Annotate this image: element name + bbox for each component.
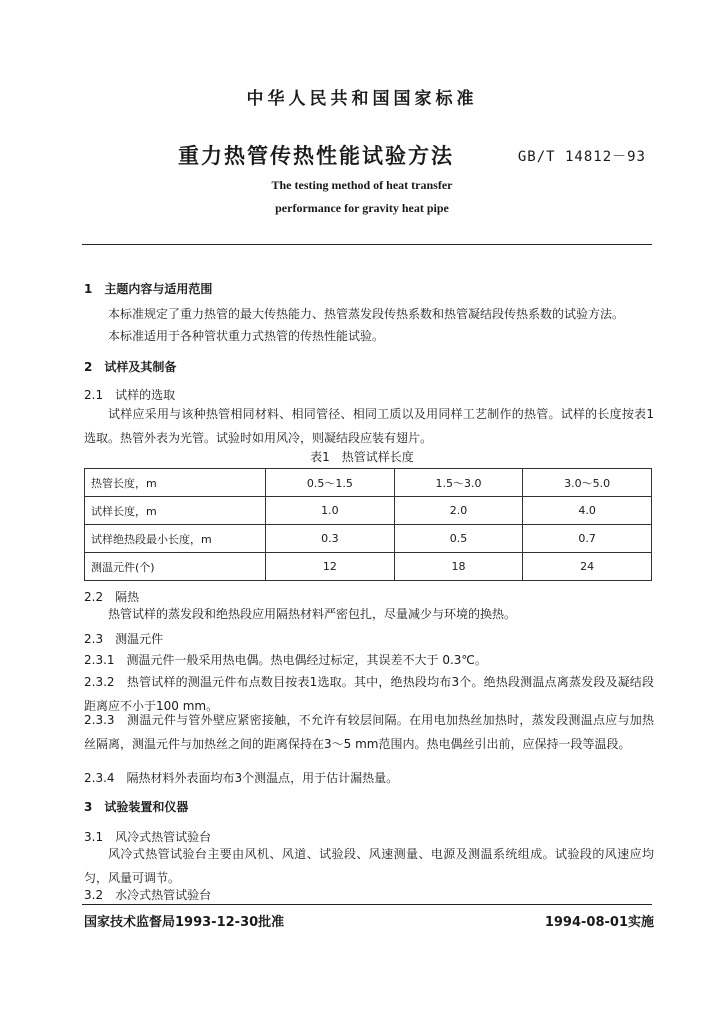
english-title-line2: performance for gravity heat pipe bbox=[275, 201, 449, 215]
table-row-label: 试样绝热段最小长度，m bbox=[85, 525, 266, 553]
section2-3-1-text: 2.3.1 测温元件一般采用热电偶。热电偶经过标定，其误差不大于 0.3℃。 bbox=[84, 653, 487, 667]
national-standard-label: 中华人民共和国国家标准 bbox=[246, 89, 478, 109]
table-cell: 4.0 bbox=[523, 497, 652, 525]
section3-1-text: 风冷式热管试验台主要由风机、风道、试验段、风速测量、电源及测温系统组成。试验段的风速应均匀，风量可调节。 bbox=[84, 847, 654, 885]
table-cell: 12 bbox=[266, 553, 395, 581]
table-row-label: 试样长度，m bbox=[85, 497, 266, 525]
section1-heading: 1 主题内容与适用范围 bbox=[84, 282, 213, 296]
table-row bbox=[85, 497, 652, 525]
section1-paragraph2: 本标准适用于各种管状重力式热管的传热性能试验。 bbox=[108, 329, 385, 343]
table-cell: 0.7 bbox=[523, 525, 652, 553]
section3-2-heading: 3.2 水冷式热管试验台 bbox=[84, 888, 212, 902]
table-cell: 18 bbox=[394, 553, 523, 581]
table-cell: 0.5 bbox=[394, 525, 523, 553]
english-title-line1: The testing method of heat transfer bbox=[271, 178, 453, 192]
table-row-label: 测温元件(个) bbox=[85, 553, 266, 581]
table-row bbox=[85, 553, 652, 581]
table-cell: 0.3 bbox=[266, 525, 395, 553]
section1-paragraph1: 本标准规定了重力热管的最大传热能力、热管蒸发段传热系数和热管凝结段传热系数的试验方法。 bbox=[108, 307, 625, 321]
table-caption: 表1 热管试样长度 bbox=[310, 450, 414, 464]
section2-2-text: 热管试样的蒸发段和绝热段应用隔热材料严密包扎，尽量减少与环境的换热。 bbox=[108, 607, 517, 621]
section2-2-heading: 2.2 隔热 bbox=[84, 590, 140, 604]
table-cell: 3.0～5.0 bbox=[523, 469, 652, 497]
header-divider bbox=[82, 244, 652, 245]
table-cell: 1.0 bbox=[266, 497, 395, 525]
section2-3-heading: 2.3 测温元件 bbox=[84, 632, 164, 646]
table-row bbox=[85, 525, 652, 553]
approval-date: 国家技术监督局1993-12-30批准 bbox=[84, 915, 285, 930]
implementation-date: 1994-08-01实施 bbox=[544, 915, 654, 930]
table-row bbox=[85, 469, 652, 497]
section2-1-heading: 2.1 试样的选取 bbox=[84, 388, 176, 402]
table-cell: 0.5～1.5 bbox=[266, 469, 395, 497]
footer-divider bbox=[82, 904, 652, 905]
section2-3-2-text: 2.3.2 热管试样的测温元件布点数目按表1选取。其中，绝热段均布3个。绝热段测温点离蒸发段及凝结段距离应不小于100 mm。 bbox=[84, 675, 654, 713]
table-row-label: 热管长度，m bbox=[85, 469, 266, 497]
table-cell: 1.5～3.0 bbox=[394, 469, 523, 497]
standard-code: GB/T 14812－93 bbox=[517, 149, 646, 165]
document-title: 重力热管传热性能试验方法 bbox=[178, 144, 454, 168]
table-cell: 24 bbox=[523, 553, 652, 581]
section2-heading: 2 试样及其制备 bbox=[84, 360, 177, 374]
section3-1-heading: 3.1 风冷式热管试验台 bbox=[84, 830, 212, 844]
specimen-length-table bbox=[84, 468, 652, 581]
section2-3-4-text: 2.3.4 隔热材料外表面均布3个测温点，用于估计漏热量。 bbox=[84, 771, 399, 785]
section3-heading: 3 试验装置和仪器 bbox=[84, 800, 189, 814]
section2-3-3-text: 2.3.3 测温元件与管外壁应紧密接触，不允许有较层间隔。在用电加热丝加热时，蒸发段测温点应与加热丝隔离，测温元件与加热丝之间的距离保持在3～5 mm范围内。热电偶丝引出前，应保持一段等温段。 bbox=[84, 713, 654, 751]
table-cell: 2.0 bbox=[394, 497, 523, 525]
section2-1-text: 试样应采用与该种热管相同材料、相同管径、相同工质以及用同样工艺制作的热管。试样的长度按表1选取。热管外表为光管。试验时如用风冷，则凝结段应装有翅片。 bbox=[84, 407, 654, 445]
